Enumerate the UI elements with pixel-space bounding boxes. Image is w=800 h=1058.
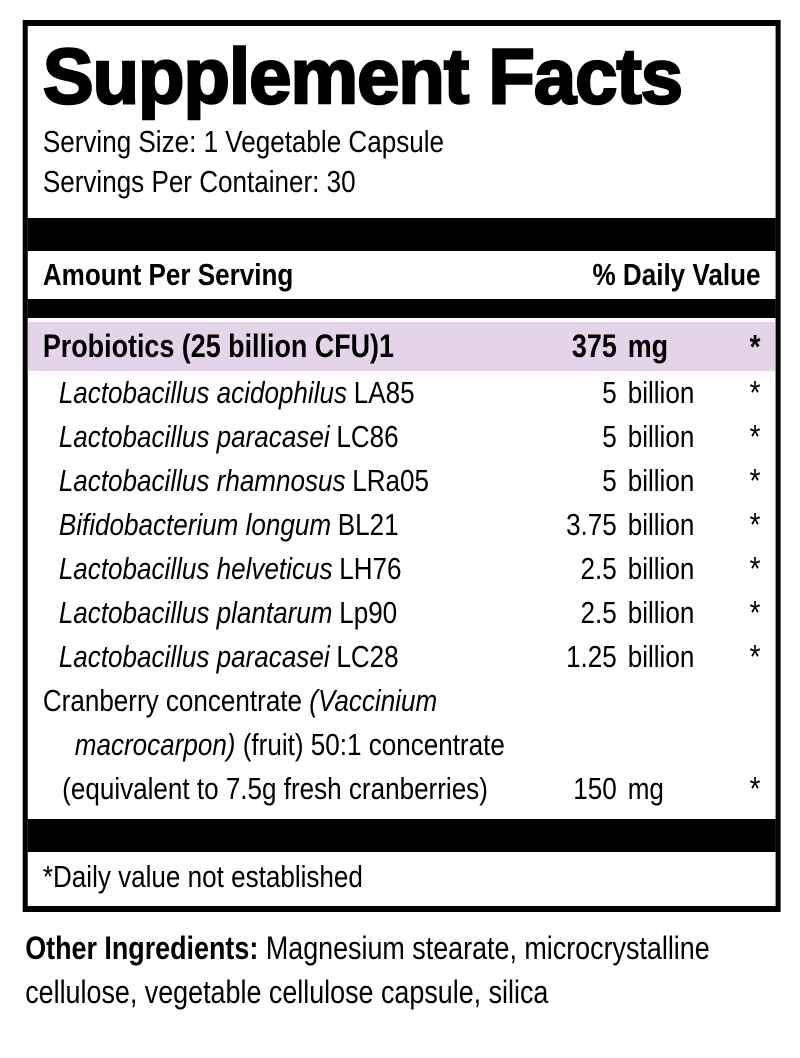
strain-amount: [524, 549, 760, 589]
cranberry-equivalent: (equivalent to 7.5g fresh cranberries): [62, 771, 488, 806]
divider-bar-bottom: [28, 819, 776, 852]
strain-name: Lactobacillus paracasei LC28: [58, 639, 399, 674]
cranberry-row-line3: [28, 767, 776, 811]
strain-name: Lactobacillus plantarum Lp90: [58, 595, 398, 630]
amount-unit: mg: [627, 328, 669, 364]
daily-value-asterisk: *: [749, 327, 761, 365]
amount-unit: billion: [627, 639, 695, 674]
other-ingredients-line2: cellulose, vegetable cellulose capsule, silica: [25, 974, 549, 1010]
other-ingredients-label: Other Ingredients:: [25, 930, 259, 966]
facts-panel: [23, 20, 781, 912]
cranberry-detail: (fruit) 50:1 concentrate: [242, 727, 505, 762]
column-header-row: [28, 251, 776, 299]
strain-amount: [524, 417, 760, 457]
daily-value-asterisk: *: [749, 594, 761, 631]
probiotics-row: [28, 322, 776, 371]
amount-unit: mg: [627, 771, 664, 806]
daily-value-asterisk: *: [749, 506, 761, 543]
amount-value: 5: [602, 375, 617, 410]
divider-bar-header: [28, 299, 776, 318]
daily-value-asterisk: *: [749, 418, 761, 455]
divider-bar-top: [28, 218, 776, 251]
strain-amount: [524, 637, 760, 677]
strain-amount: [524, 593, 760, 633]
panel-title: Supplement Facts: [42, 32, 683, 120]
strain-row: [28, 415, 776, 459]
strain-amount: [524, 373, 760, 413]
amount-unit: billion: [627, 419, 695, 454]
strain-code: Lp90: [339, 595, 398, 630]
strain-amount: [524, 461, 760, 501]
strain-name: Lactobacillus helveticus LH76: [58, 551, 402, 586]
amount-value: 2.5: [580, 551, 617, 586]
cranberry-latin-name: macrocarpon): [74, 727, 236, 762]
amount-value: 375: [571, 328, 617, 364]
strain-code: LH76: [339, 551, 402, 586]
column-header-daily-value: % Daily Value: [592, 257, 761, 292]
daily-value-asterisk: *: [749, 638, 761, 675]
strain-row: [28, 459, 776, 503]
amount-value: 5: [602, 463, 617, 498]
daily-value-footnote: *Daily value not established: [42, 859, 363, 894]
serving-size: Serving Size: 1 Vegetable Capsule: [42, 124, 444, 159]
amount-unit: billion: [627, 551, 695, 586]
strain-name: Bifidobacterium longum BL21: [58, 507, 399, 542]
strain-code: LC86: [336, 419, 399, 454]
servings-per-container: Servings Per Container: 30: [42, 164, 356, 199]
amount-value: 2.5: [580, 595, 617, 630]
other-ingredients-line1: Other Ingredients: Magnesium stearate, microcrystalline: [25, 930, 710, 966]
daily-value-asterisk: *: [749, 550, 761, 587]
strain-row: [28, 503, 776, 547]
daily-value-asterisk: *: [749, 770, 761, 807]
probiotics-name: Probiotics (25 billion CFU)1: [42, 328, 394, 364]
strain-name: Lactobacillus rhamnosus LRa05: [58, 463, 430, 498]
strain-code: BL21: [337, 507, 399, 542]
amount-value: 150: [573, 771, 617, 806]
amount-unit: billion: [627, 463, 695, 498]
cranberry-name: Cranberry concentrate: [42, 683, 303, 718]
strain-code: LC28: [336, 639, 399, 674]
daily-value-asterisk: *: [749, 462, 761, 499]
cranberry-latin-name: (Vaccinium: [309, 683, 438, 718]
amount-unit: billion: [627, 595, 695, 630]
amount-unit: billion: [627, 375, 695, 410]
strain-row: [28, 635, 776, 679]
probiotics-amount: [524, 324, 760, 370]
cranberry-amount: [524, 769, 760, 809]
cranberry-row-line2: [28, 723, 776, 767]
strain-code: LRa05: [352, 463, 430, 498]
strain-amount: [524, 505, 760, 545]
other-ingredients: [25, 926, 791, 1014]
supplement-label: [0, 20, 800, 1014]
cranberry-row-line1: [28, 679, 776, 723]
strain-row: [28, 371, 776, 415]
amount-value: 3.75: [566, 507, 617, 542]
strain-name: Lactobacillus acidophilus LA85: [58, 375, 415, 410]
amount-value: 1.25: [566, 639, 617, 674]
strain-row: [28, 591, 776, 635]
amount-value: 5: [602, 419, 617, 454]
amount-unit: billion: [627, 507, 695, 542]
strain-row: [28, 547, 776, 591]
strain-code: LA85: [353, 375, 415, 410]
strain-name: Lactobacillus paracasei LC86: [58, 419, 399, 454]
column-header-amount: Amount Per Serving: [42, 257, 294, 292]
daily-value-asterisk: *: [749, 374, 761, 411]
